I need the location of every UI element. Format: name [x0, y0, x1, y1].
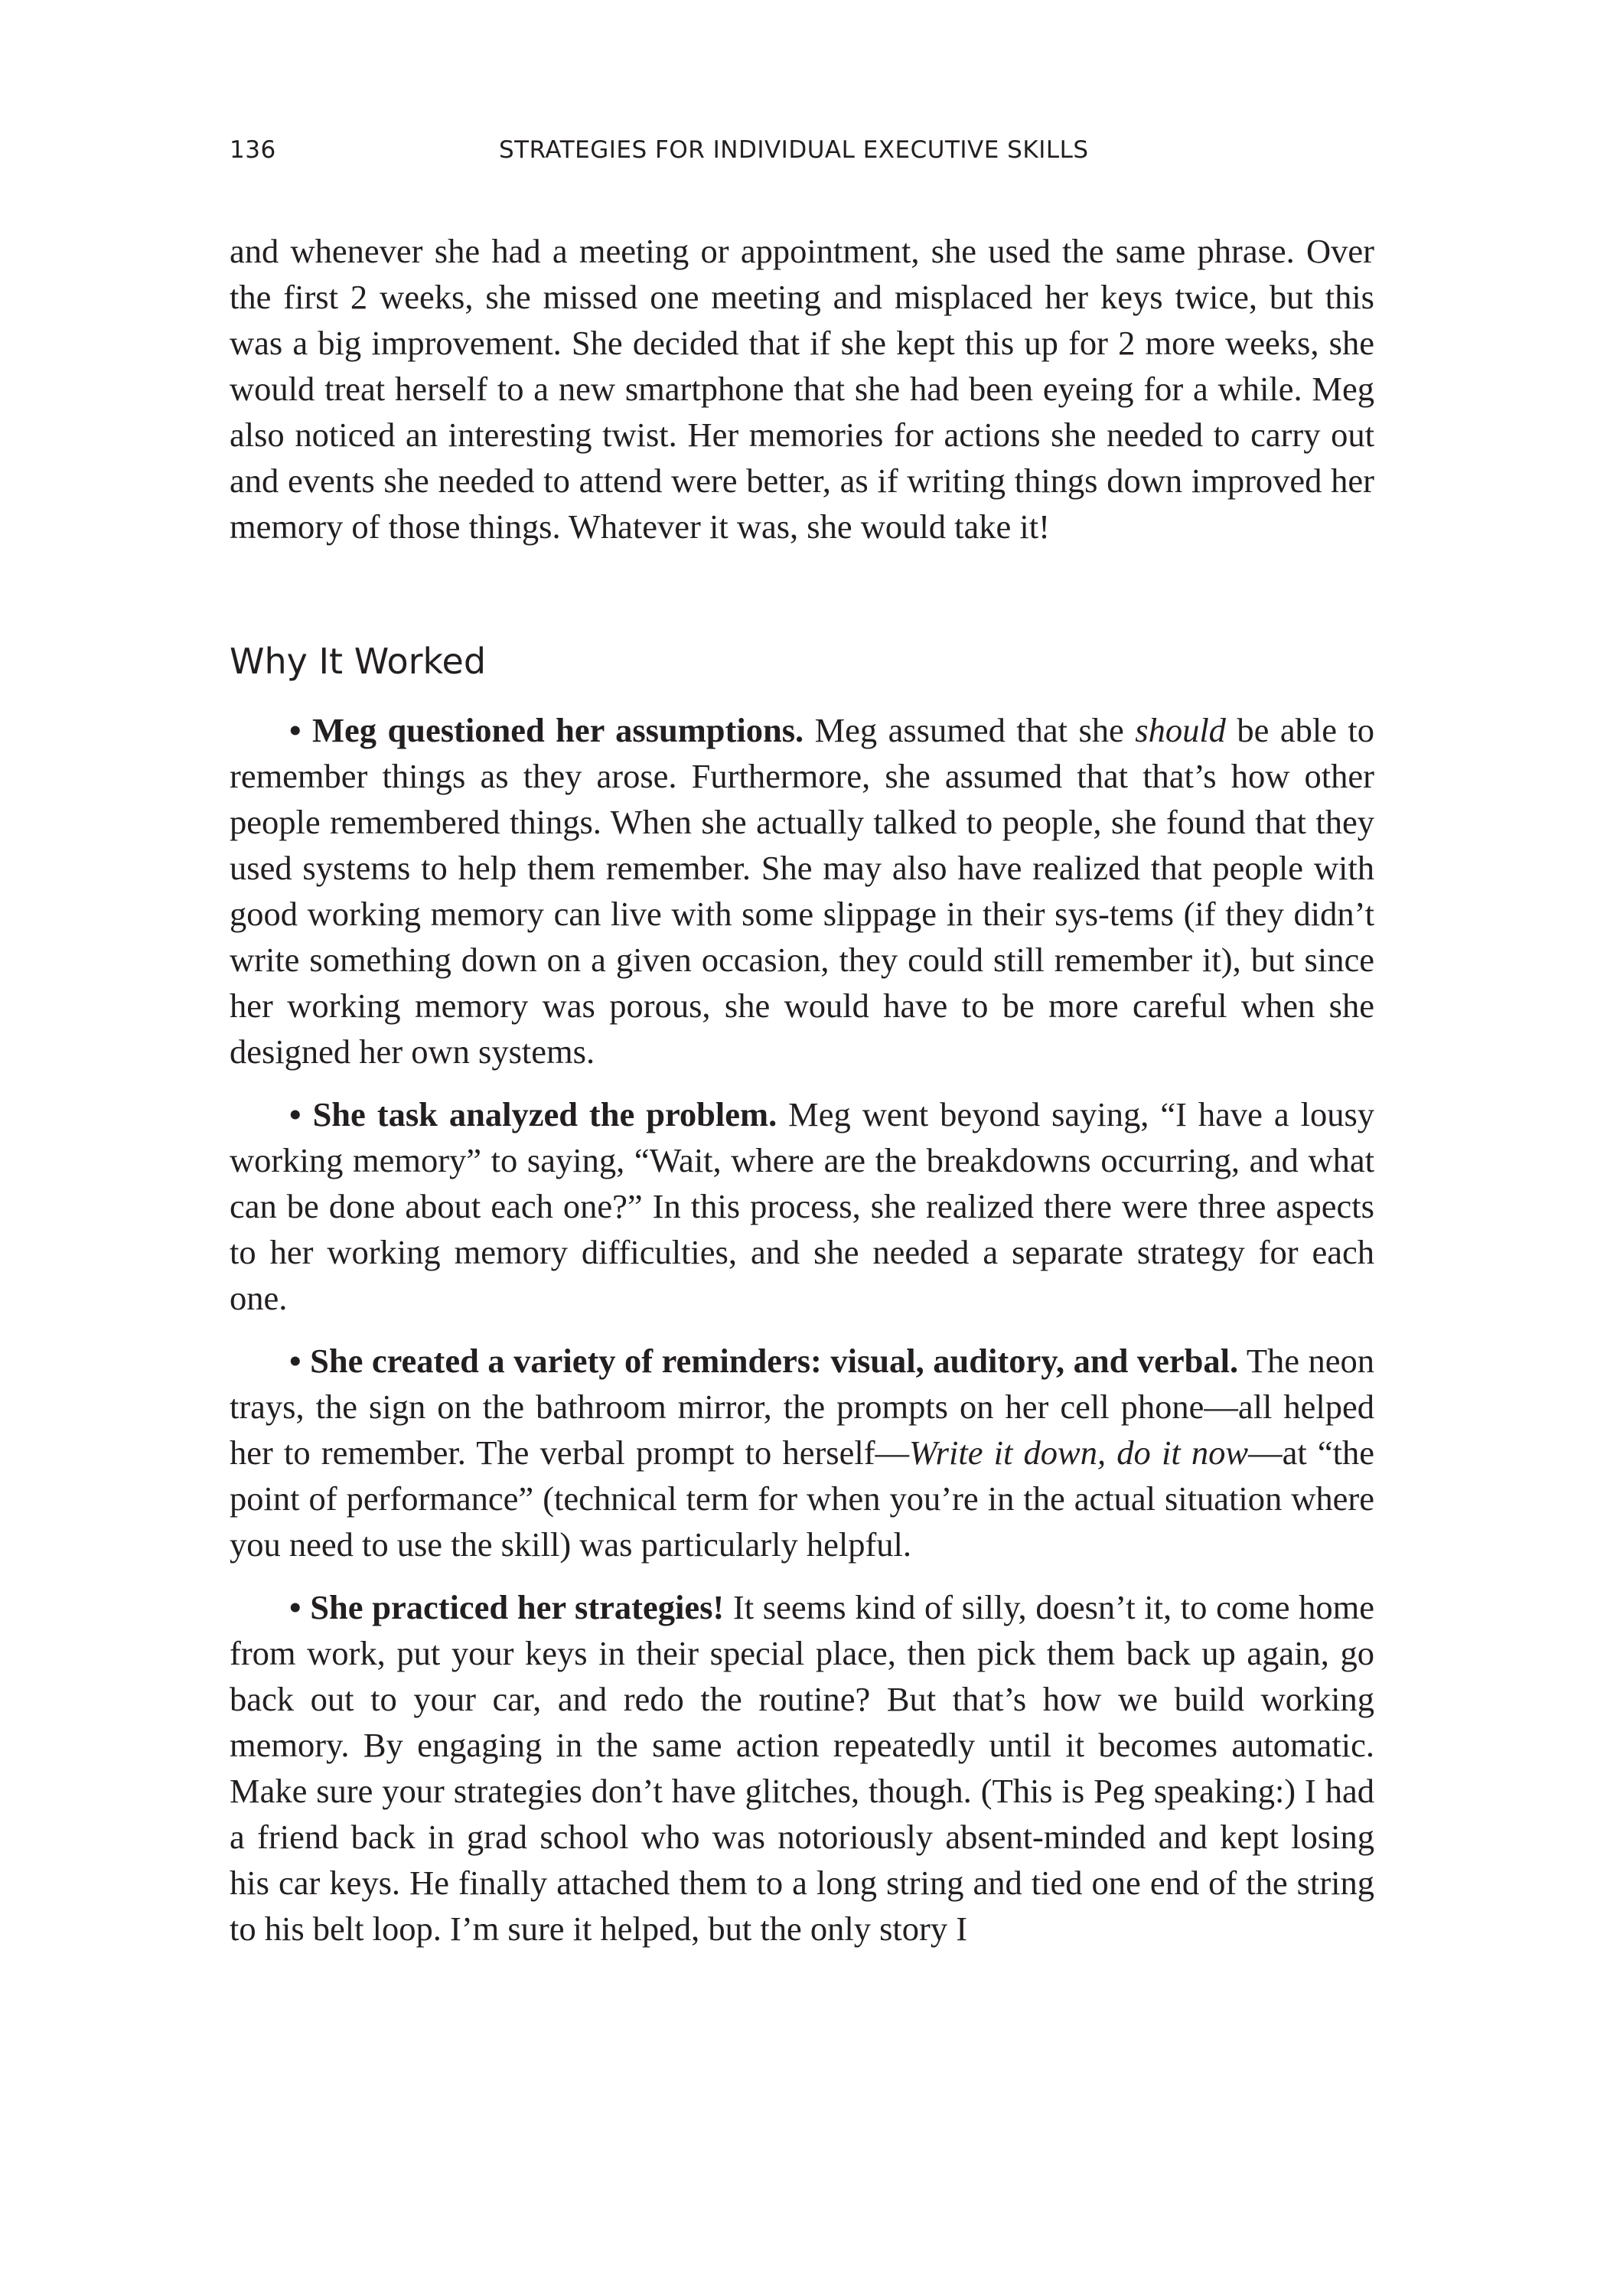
bullet-italic: should — [1135, 711, 1226, 749]
bullet-paragraph-practice — [230, 1584, 1374, 1952]
bullet-text: Meg assumed that she — [804, 711, 1136, 749]
bullet-lead: She created a variety of reminders: visual, auditory, and verbal. — [310, 1342, 1239, 1380]
bullet-text: be able to remember things as they arose. Furthermore, she assumed that that’s how other people remembered things. When she actually talked to people, she found that they used systems to help them remember. She may also have realized that people with good working memory can live with some slippage in their sys-tems (if they didn’t write something down on a given occasion, they could still remember it), but since her working memory was porous, she would have to be more careful when she designed her own systems. — [230, 711, 1375, 1071]
running-head — [230, 136, 1377, 174]
page-number: 136 — [230, 136, 276, 164]
bullet-lead: She task analyzed the problem. — [312, 1095, 777, 1133]
bullet-text: The neon trays, the sign on the bathroom mirror, the prompts on her cell phone—all helped her to remember. The verbal prompt to herself— — [230, 1342, 1375, 1472]
bullet-dot: • — [289, 1588, 302, 1626]
bullet-paragraph-assumptions — [230, 707, 1374, 1075]
bullet-italic: Write it down, do it now — [909, 1433, 1249, 1472]
bullet-text: —at “the point of performance” (technical term for when you’re in the actual situation where you need to use the skill) was particularly helpful. — [230, 1433, 1374, 1564]
bullet-paragraph-task-analysis — [230, 1091, 1374, 1321]
bullet-dot: • — [289, 1095, 302, 1133]
bullet-lead: She practiced her strategies! — [310, 1588, 725, 1626]
bullet-paragraph-reminders — [230, 1338, 1374, 1567]
bullet-lead: Meg questioned her assumptions. — [312, 711, 804, 749]
bullet-dot: • — [289, 1342, 302, 1380]
bullet-text: Meg went beyond saying, “I have a lousy working memory” to saying, “Wait, where are the breakdowns occurring, and what can be done about each one?” In this process, she realized there were three aspects to her working memory difficulties, and she needed a separate strategy for each one. — [230, 1095, 1375, 1317]
bullet-dot: • — [289, 711, 302, 749]
intro-paragraph: and whenever she had a meeting or appointment, she used the same phrase. Over the first 2 weeks, she missed one meeting and misplaced her keys twice, but this was a big improvement. She decided that if she kept this up for 2 more weeks, she would treat herself to a new smartphone that she had been eyeing for a while. Meg also noticed an interesting twist. Her memories for actions she needed to carry out and events she needed to attend were better, as if writing things down improved her memory of those things. Whatever it was, she would take it! — [230, 232, 1374, 546]
running-title: STRATEGIES FOR INDIVIDUAL EXECUTIVE SKILLS — [499, 136, 1089, 164]
bullet-text: It seems kind of silly, doesn’t it, to come home from work, put your keys in their special place, then pick them back up again, go back out to your car, and redo the routine? But that’s how we build working memory. By engaging in the same action repeatedly until it becomes automatic. Make sure your strategies don’t have glitches, though. (This is Peg speaking:) I had a friend back in grad school who was notoriously absent-minded and kept losing his car keys. He finally attached them to a long string and tied one end of the string to his belt loop. I’m sure it helped, but the only story I — [230, 1588, 1375, 1948]
section-heading: Why It Worked — [230, 641, 487, 682]
body-text — [230, 228, 1374, 1968]
